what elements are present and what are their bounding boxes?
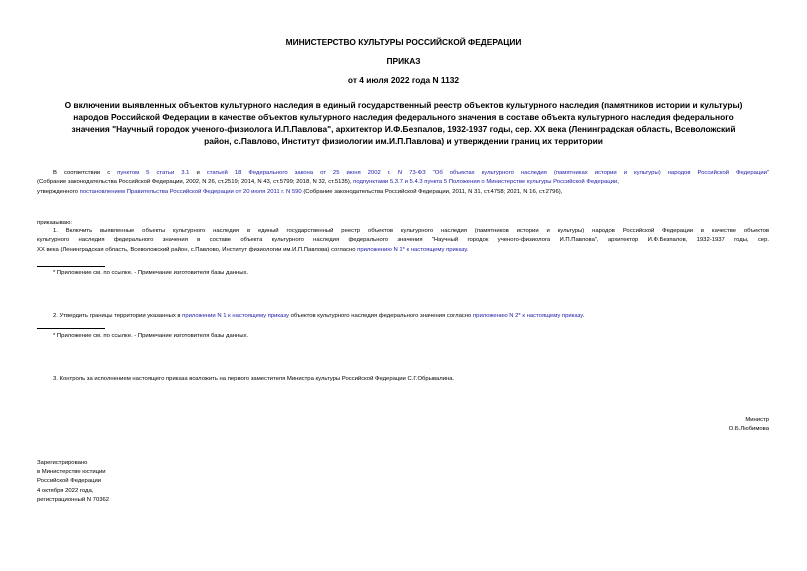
- appendix-2-link[interactable]: приложению N 2* к настоящему приказу: [472, 313, 583, 319]
- item-text: XX века (Ленинградская область, Всеволожский район, с.Павлово, Институт физиологии им.И.П.Павлова) согласно: [37, 246, 358, 253]
- preamble-line: [37, 188, 769, 197]
- item-line: 1. Включить выявленные объекты культурного наследия в единый государственный реестр объектов культурного наследия (памятников истории и культуры) народов Российской Федерации в качестве объектов: [53, 228, 769, 234]
- document-type: ПРИКАЗ: [386, 56, 421, 66]
- document-date-number: от 4 июля 2022 года N 1132: [347, 75, 460, 85]
- ministry-heading: МИНИСТЕРСТВО КУЛЬТУРЫ РОССИЙСКОЙ ФЕДЕРАЦИИ: [285, 37, 522, 47]
- title-line: район, с.Павлово, Институт физиологии им.И.П.Павлова) и утверждении границ их территории: [204, 136, 603, 146]
- order-item-1: [37, 227, 769, 255]
- item-text: .: [582, 313, 585, 319]
- preamble-text: В соответствии с: [53, 170, 118, 176]
- preamble-text: ,: [617, 179, 619, 186]
- appendix-1-link[interactable]: приложению N 1* к настоящему приказу: [357, 246, 467, 253]
- appendix-1-link[interactable]: приложении N 1 к настоящему приказу: [182, 313, 289, 319]
- order-item-3: 3. Контроль за исполнением настоящего приказа возложить на первого заместителя Министра культуры Российской Федерации С.Г.Обрывалина.: [53, 376, 455, 382]
- item-line: культурного наследия федерального значения в составе объекта культурного наследия федерального значения "Научный городок ученого-физиолога И.П.Павлова", архитектор И.Ф.Безпалов, 1932-1937 годы, сер.: [37, 237, 769, 244]
- title-line: О включении выявленных объектов культурного наследия в единый государственный реестр объектов культурного наследия (памятников истории и культуры): [64, 100, 743, 110]
- footnote-divider: [37, 266, 105, 267]
- item-text: 2. Утвердить границы территории указанных в: [53, 313, 183, 319]
- title-line: значения "Научный городок ученого-физиолога И.П.Павлова", архитектор И.Ф.Безпалов, 1932-1937 годы, сер. XX века (Ленинградская область, Всеволожский: [71, 124, 736, 134]
- item-text: .: [466, 246, 469, 253]
- title-line: народов Российской Федерации в качестве объектов культурного наследия федерального значения в составе объекта культурного наследия федерального: [73, 112, 734, 122]
- registration-line: Зарегистрировано: [37, 460, 88, 466]
- government-resolution-link[interactable]: постановлением Правительства Российской Федерации от 20 июля 2011 г. N 590: [79, 188, 302, 195]
- registration-line: 4 октября 2022 года,: [37, 487, 94, 494]
- federal-law-link[interactable]: статьей 18 Федерального закона от 25 июня 2002 г. N 73-ФЗ "Об объектах культурного наследия (памятниках истории и культуры) народов Российской Федерации": [206, 170, 769, 176]
- item-line: [37, 246, 769, 255]
- regulation-clauses-link[interactable]: подпунктами 5.3.7 и 5.4.3 пункта 5 Положения о Министерстве культуры Российской Федерации: [353, 179, 618, 186]
- preamble-text: (Собрание законодательства Российской Федерации, 2011, N 31, ст.4758; 2021, N 16, ст.2796),: [301, 188, 563, 195]
- footnote: * Приложение см. по ссылке. - Примечание изготовителя базы данных.: [53, 333, 249, 339]
- signatory-position: Министр: [745, 417, 769, 423]
- preamble-text: и: [189, 170, 207, 176]
- footnote: * Приложение см. по ссылке. - Примечание изготовителя базы данных.: [53, 270, 249, 276]
- signature-block: [729, 416, 769, 434]
- preamble-line: [37, 169, 769, 178]
- document-title: [34, 99, 773, 147]
- registration-line: в Министерстве юстиции: [37, 469, 106, 476]
- signatory-name: О.Б.Любимова: [728, 426, 769, 433]
- law-article-link[interactable]: пунктом 5 статьи 3.1: [117, 170, 190, 176]
- order-item-2: [53, 312, 584, 321]
- preamble-line: [37, 178, 769, 187]
- registration-line: регистрационный N 70362: [37, 496, 110, 503]
- order-word: приказываю:: [37, 220, 73, 226]
- preamble-text: (Собрание законодательства Российской Федерации, 2002, N 26, ст.2519; 2014, N 43, ст.5799; 2018, N 32, ст.5135),: [37, 179, 354, 186]
- registration-block: [37, 459, 109, 505]
- footnote-divider: [37, 328, 105, 329]
- registration-line: Российской Федерации: [37, 478, 102, 485]
- preamble: [37, 169, 769, 197]
- item-text: объектов культурного наследия федерального значения согласно: [288, 313, 473, 319]
- preamble-text: утвержденного: [37, 188, 80, 195]
